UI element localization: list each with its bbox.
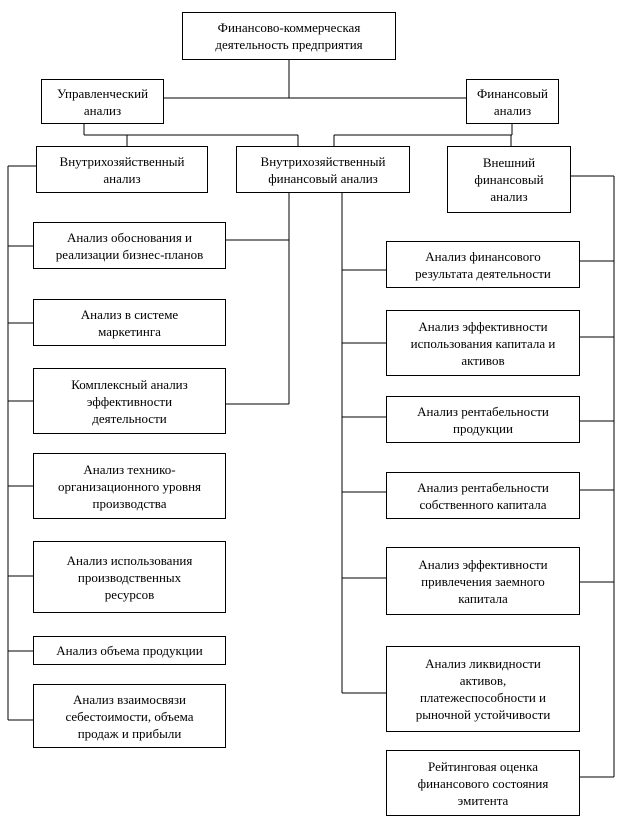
left-item-cost-volume-profit: Анализ взаимосвязи себестоимости, объема продаж и прибыли (33, 684, 226, 748)
node-external-financial-analysis: Внешний финансовый анализ (447, 146, 571, 213)
left-item-marketing: Анализ в системе маркетинга (33, 299, 226, 346)
left-item-production-volume: Анализ объема продукции (33, 636, 226, 665)
right-item-product-profitability: Анализ рентабельности продукции (386, 396, 580, 443)
right-item-rating-assessment: Рейтинговая оценка финансового состояния эмитента (386, 750, 580, 816)
left-item-technical-level: Анализ технико- организационного уровня производства (33, 453, 226, 519)
node-intra-financial-analysis: Внутрихозяйственный финансовый анализ (236, 146, 410, 193)
right-item-borrowed-capital: Анализ эффективности привлечения заемного капитала (386, 547, 580, 615)
left-item-production-resources: Анализ использования производственных ресурсов (33, 541, 226, 613)
left-item-business-plans: Анализ обоснования и реализации бизнес-планов (33, 222, 226, 269)
node-management-analysis: Управленческий анализ (41, 79, 164, 124)
right-item-capital-efficiency: Анализ эффективности использования капитала и активов (386, 310, 580, 376)
node-root: Финансово-коммерческая деятельность предприятия (182, 12, 396, 60)
right-item-financial-result: Анализ финансового результата деятельности (386, 241, 580, 288)
left-item-complex-efficiency: Комплексный анализ эффективности деятельности (33, 368, 226, 434)
right-item-equity-profitability: Анализ рентабельности собственного капитала (386, 472, 580, 519)
right-item-liquidity-solvency: Анализ ликвидности активов, платежеспособности и рыночной устойчивости (386, 646, 580, 732)
node-intra-economic-analysis: Внутрихозяйственный анализ (36, 146, 208, 193)
node-financial-analysis: Финансовый анализ (466, 79, 559, 124)
